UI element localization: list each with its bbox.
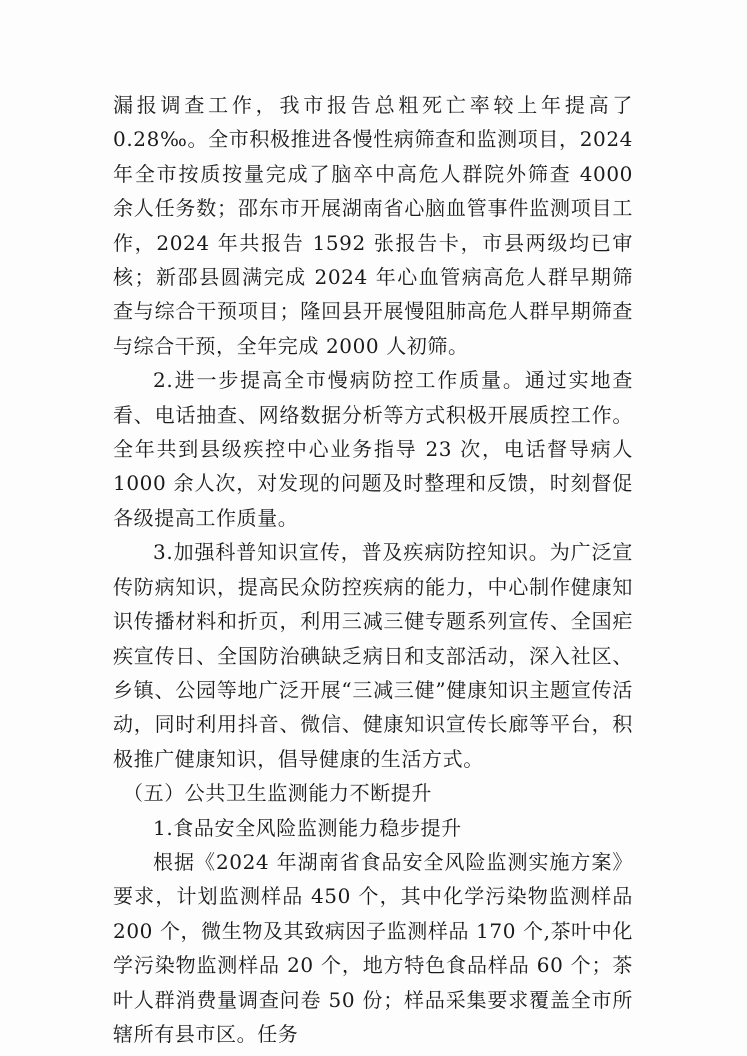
- subsection-heading: 1.食品安全风险监测能力稳步提升: [153, 815, 462, 840]
- paragraph-continuation: 漏报调查工作，我市报告总粗死亡率较上年提高了 0.28‰。全市积极推进各慢性病筛查和监测项目，2024 年全市按质按量完成了脑卒中高危人群院外筛查 4000 余人任务数；邵东市开展湖南省心脑血管事件监测项目工作，2024 年共报告 1592 张报告卡，市县两级均已审核；新邵县圆满完成 2024 年心血管病高危人群早期筛查与综合干预项目；隆回县开展慢阻肺高危人群早期筛查与综合干预，全年完成 2000 人初筛。: [113, 93, 633, 358]
- paragraph-food-safety: 根据《2024 年湖南省食品安全风险监测实施方案》要求，计划监测样品 450 个，其中化学污染物监测样品 200 个，微生物及其致病因子监测样品 170 个,茶叶中化学污染物监测样品 20 个，地方特色食品样品 60 个；茶叶人群消费量调查问卷 50 份；样品采集要求覆盖全市所辖所有县市区。任务: [113, 849, 633, 1046]
- paragraph-health-education: 3.加强科普知识宣传，普及疾病防控知识。为广泛宣传防病知识，提高民众防控疾病的能力，中心制作健康知识传播材料和折页，利用三减三健专题系列宣传、全国疟疾宣传日、全国防治碘缺乏病日和支部活动，深入社区、乡镇、公园等地广泛开展“三减三健”健康知识主题宣传活动，同时利用抖音、微信、健康知识宣传长廊等平台，积极推广健康知识，倡导健康的生活方式。: [113, 540, 633, 771]
- document-body: [113, 88, 633, 1051]
- paragraph-quality-control: 2.进一步提高全市慢病防控工作质量。通过实地查看、电话抽查、网络数据分析等方式积极开展质控工作。全年共到县级疾控中心业务指导 23 次，电话督导病人 1000 余人次，对发现的问题及时整理和反馈，时刻督促各级提高工作质量。: [113, 368, 633, 530]
- section-heading: （五）公共卫生监测能力不断提升: [123, 781, 432, 806]
